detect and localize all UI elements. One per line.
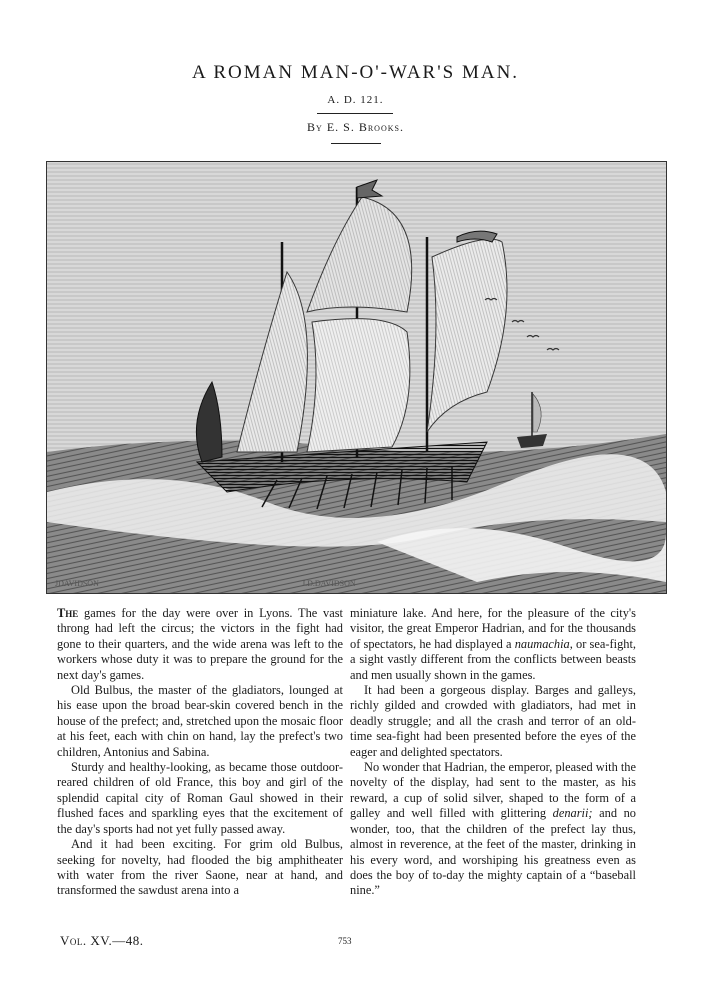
volume-number: Vol. XV.—48.	[60, 933, 144, 948]
article-title: A ROMAN MAN-O'-WAR'S MAN.	[191, 62, 520, 83]
paragraph: Sturdy and healthy-looking, as became those outdoor-reared children of old France, this boy and girl of the splendid capital city of Roman Gaul showed in their flushed faces and sparkling eyes that the excitement of the day's sports had not yet fully passed away.	[57, 760, 343, 836]
engraver-signature-left: JDAVIDSON	[55, 579, 99, 588]
article-byline: By E. S. Brooks.	[307, 120, 404, 134]
body-column-left	[57, 606, 343, 899]
paragraph: miniature lake. And here, for the pleasure of the city's visitor, the great Emperor Hadrian, and for the thousands of spectators, he had displayed a naumachia, or sea-fight, a sight vastly different from the conflicts between beasts and men usually shown in the games.	[350, 606, 636, 682]
page-number: 753	[338, 936, 352, 946]
paragraph: The games for the day were over in Lyons. The vast throng had left the circus; the victors in the fight had gone to their quarters, and the wide arena was left to the workers whose duty it was to prepare the ground for the next day's games.	[57, 606, 343, 682]
paragraph: It had been a gorgeous display. Barges and galleys, richly gilded and crowded with gladiators, had met in deadly struggle; and all the crash and terror of an old-time sea-fight had been presented before the eyes of the eager and delighted spectators.	[350, 683, 636, 759]
title-divider	[317, 113, 393, 114]
galley-illustration	[46, 161, 667, 594]
body-column-right	[350, 606, 636, 899]
paragraph: No wonder that Hadrian, the emperor, pleased with the novelty of the display, had sent to the master, as his reward, a cup of solid silver, shaped to the form of a galley and well filled with glittering denarii; and no wonder, too, that the children of the prefect lay thus, almost in reverence, at the feet of the master, drinking in his every word, and worshiping his greatness even as does the boy of to-day the mighty captain of a “baseball nine.”	[350, 760, 637, 898]
paragraph: Old Bulbus, the master of the gladiators, lounged at his ease upon the broad bear-skin covered bench in the house of the prefect; and, stretched upon the mosaic floor at his feet, each with chin on hand, lay the prefect's two children, Antonius and Sabina.	[57, 683, 343, 759]
article-date: A. D. 121.	[327, 94, 384, 106]
byline-divider	[331, 143, 381, 144]
engraver-signature-right: J.D.DAVIDSON	[302, 579, 356, 588]
paragraph: And it had been exciting. For grim old Bulbus, seeking for novelty, had flooded the big amphitheater with water from the river Saone, near at hand, and transformed the sawdust arena into a	[57, 837, 343, 898]
